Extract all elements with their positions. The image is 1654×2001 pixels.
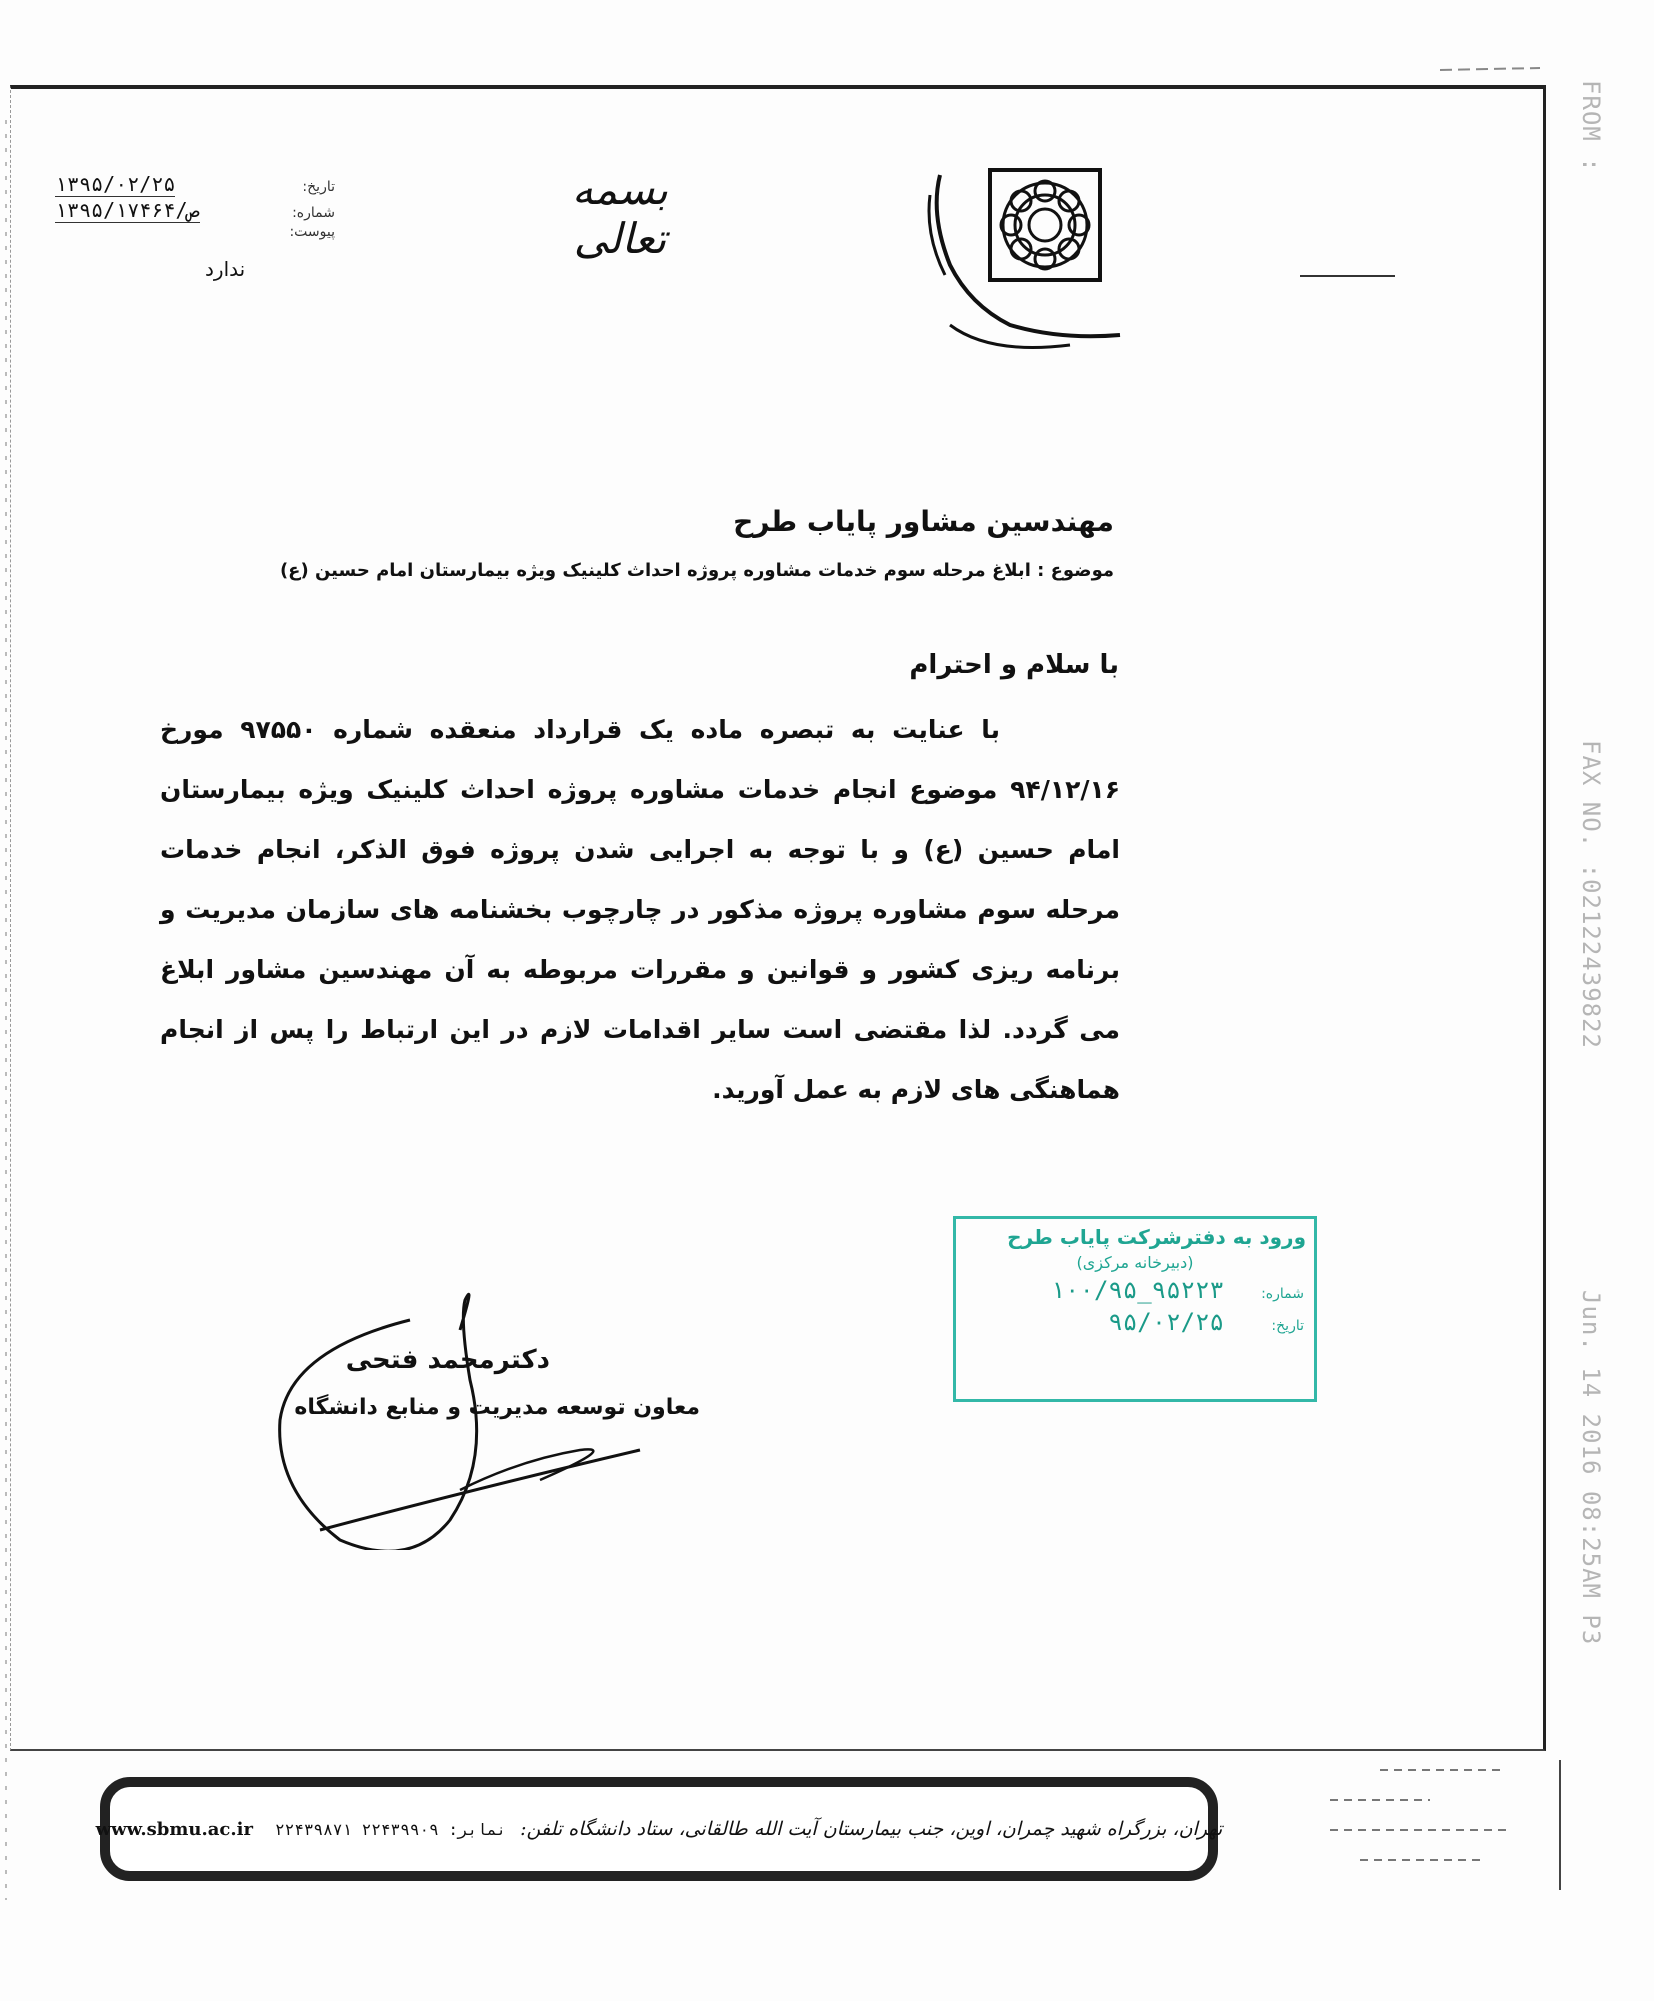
received-stamp — [953, 1216, 1317, 1402]
attachment-label: پیوست: — [289, 224, 335, 240]
letterhead-footer — [95, 1777, 1223, 1881]
number-label: شماره: — [292, 205, 335, 221]
footer-content — [96, 1818, 1223, 1840]
stamp-subtitle: (دبیرخانه مرکزی) — [1076, 1253, 1194, 1272]
stamp-title: ورود به دفترشرکت پایاب طرح — [1007, 1225, 1306, 1249]
date-label: تاریخ: — [302, 179, 335, 195]
attachment-row — [55, 224, 335, 250]
stamp-date-value: ۹۵/۰۲/۲۵ — [1108, 1308, 1224, 1336]
letter-body — [160, 700, 1120, 1120]
attachment-value: ندارد — [205, 257, 246, 281]
number-row — [55, 198, 335, 224]
subject-line: موضوع : ابلاغ مرحله سوم خدمات مشاوره پروژه احداث کلینیک ویژه بیمارستان امام حسین (ع) — [279, 560, 1114, 581]
fax-from: FROM : — [1577, 80, 1605, 173]
date-row — [55, 172, 335, 198]
stamp-date-row — [956, 1304, 1314, 1336]
signatory-name: دکترمحمد فتحی — [345, 1345, 550, 1375]
footer-phone: ۲۲۴۳۹۸۷۱ نمابر: ۲۲۴۳۹۹۰۹ — [274, 1820, 507, 1839]
recipient-line: مهندسین مشاور پایاب طرح — [733, 505, 1114, 538]
stamp-number-value: ۱۰۰/۹۵_۹۵۲۲۳ — [1050, 1276, 1224, 1304]
university-logo — [890, 155, 1130, 365]
letter-reference-block — [55, 172, 335, 281]
university-logo-icon — [890, 155, 1130, 365]
date-value: ۱۳۹۵/۰۲/۲۵ — [55, 172, 176, 196]
stamp-number-row — [956, 1272, 1314, 1304]
greeting: با سلام و احترام — [909, 650, 1119, 680]
footer-address: تهران، بزرگراه شهید چمران، اوین، جنب بیمارستان آیت الله طالقانی، ستاد دانشگاه تلفن: — [520, 1818, 1223, 1840]
fax-timestamp: Jun. 14 2016 08:25AM P3 — [1577, 1290, 1605, 1646]
body-paragraph: با عنایت به تبصره ماده یک قرارداد منعقده شماره ۹۷۵۵۰ مورخ ۹۴/۱۲/۱۶ موضوع انجام خدمات مشاوره پروژه احداث کلینیک ویژه بیمارستان امام حسین (ع) و با توجه به اجرایی شدن پروژه فوق الذکر، انجام خدمات مرحله سوم مشاوره پروژه مذکور در چارچوب بخشنامه های سازمان مدیریت و برنامه ریزی کشور و قوانین و مقررات مربوطه به آن مهندسین مشاور ابلاغ می گردد. لذا مقتضی است سایر اقدامات لازم در این ارتباط را پس از انجام هماهنگی های لازم به عمل آورید. — [160, 715, 1120, 1104]
fax-transmission-header — [1565, 80, 1605, 1740]
fax-number: FAX NO. :02122439822 — [1577, 740, 1605, 1049]
footer-website: www.sbmu.ac.ir — [95, 1819, 253, 1840]
stamp-date-label: تاریخ: — [1271, 1318, 1304, 1334]
basmala-calligraphy: بسمه تعالی — [572, 165, 668, 263]
signatory-block — [200, 1345, 700, 1420]
signatory-title: معاون توسعه مدیریت و منابع دانشگاه — [294, 1395, 700, 1420]
number-value: ۱۳۹۵/ص/۱۷۴۶۴ — [55, 198, 200, 222]
stamp-number-label: شماره: — [1261, 1286, 1304, 1302]
